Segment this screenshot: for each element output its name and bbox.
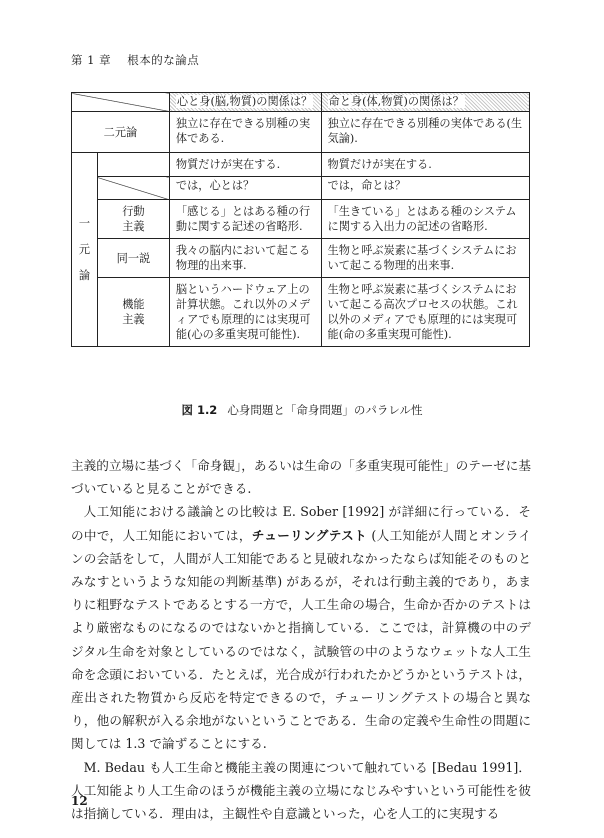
subheader-corner <box>97 177 169 200</box>
functionalism-life-cell: 生物と呼ぶ炭素に基づくシステムにおいて起こる高次プロセスの状態。これ以外のメディアでも原理的には実現可能(命の多重実現可能性). <box>321 278 529 347</box>
identity-mind-cell: 我々の脳内において起こる物理的出来事. <box>169 239 321 278</box>
blank-cell <box>97 153 169 177</box>
paragraph-2 <box>71 500 531 755</box>
identity-life-cell: 生物と呼ぶ炭素に基づくシステムにおいて起こる物理的出来事. <box>321 239 529 278</box>
row-label-identity: 同一説 <box>97 239 169 278</box>
paragraph-1: 主義的立場に基づく「命身観」，あるいは生命の「多重実現可能性」のテーゼに基づいていると見ることができる. <box>71 458 531 497</box>
body-text <box>71 454 531 825</box>
figure-caption-text: 心身問題と「命身問題」のパラレル性 <box>227 403 423 417</box>
behaviorism-mind-cell: 「感じる」とはある種の行動に関する記述の省略形. <box>169 200 321 239</box>
paragraph-2-start: 人工知能における議論との比較は E. Sober [1992] が詳細に行っている．その中で，人工知能においては， <box>71 504 531 543</box>
corner-cell <box>72 93 170 112</box>
functionalism-mind-cell: 脳というハードウェア上の計算状態。これ以外のメディアでも原理的には実現可能(心の多重実現可能性). <box>169 278 321 347</box>
column-header-mind: 心と身(脳,物質)の関係は？ <box>169 93 321 112</box>
row-label-behaviorism: 行動 主義 <box>97 200 169 239</box>
running-head <box>71 52 199 68</box>
comparison-table <box>71 92 530 347</box>
dualism-life-cell: 独立に存在できる別種の実体である(生気論). <box>321 112 529 153</box>
question-mind-cell: では，心とは？ <box>169 177 321 200</box>
paragraph-3: M. Bedau も人工生命と機能主義の関連について触れている [Bedau 1991]．人工知能より人工生命のほうが機能主義の立場になじみやすいという可能性を彼は指摘している．理由は，主観性や自意識といった，心を人工的に実現する <box>71 759 531 822</box>
page-number: 12 <box>71 794 88 808</box>
figure-number: 図 1.2 <box>181 403 218 417</box>
paragraph-2-rest: (人工知能が人間とオンラインの会話をして，人間が人工知能であると見破れなかったならば知能そのものとみなすというような知能の判断基準) があるが，それは行動主義的であり，あまりに粗野なテストであるとする一方で，人工生命の場合，生命か否かのテストはより厳密なものになるのではないかと指摘している．ここでは，計算機の中のデジタル生命を対象としているのではなく，試験管の中のようなウェットな人工生命を念頭においている．たとえば，光合成が行われたかどうかというテストは，産出された物質から反応を特定できるので，チューリングテストの場合と異なり，他の解釈が入る余地がないということである．生命の定義や生命性の問題に関しては 1.3 で論ずることにする. <box>71 527 532 752</box>
row-label-dualism: 二元論 <box>72 112 170 153</box>
question-life-cell: では，命とは？ <box>321 177 529 200</box>
row-label-monism <box>72 153 98 347</box>
dualism-mind-cell: 独立に存在できる別種の実体である. <box>169 112 321 153</box>
monism-physical-life-cell: 物質だけが実在する. <box>321 153 529 177</box>
chapter-title: 根本的な論点 <box>127 53 200 67</box>
monism-physical-mind-cell: 物質だけが実在する. <box>169 153 321 177</box>
behaviorism-life-cell: 「生きている」とはある種のシステムに関する入出力の記述の省略形. <box>321 200 529 239</box>
monism-label: 一 元 論 <box>78 216 91 282</box>
column-header-life: 命と身(体,物質)の関係は？ <box>321 93 529 112</box>
row-label-functionalism: 機能 主義 <box>97 278 169 347</box>
turing-test-term: チューリングテスト <box>251 527 367 543</box>
chapter-label: 第 1 章 <box>71 53 112 67</box>
figure-caption <box>0 402 604 418</box>
